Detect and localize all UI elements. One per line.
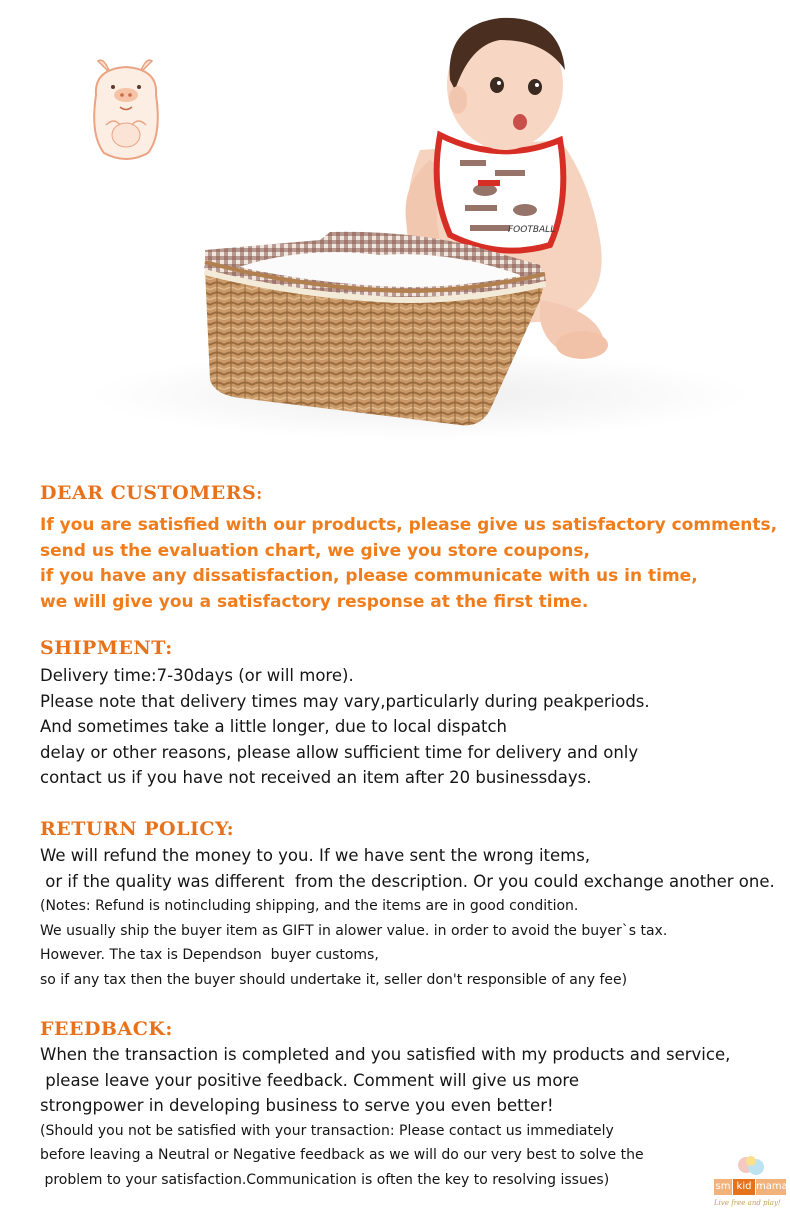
dear-customers-line: If you are satisfied with our products, please give us satisfactory comments,	[40, 515, 778, 535]
shipment-section	[40, 637, 780, 791]
dear-customers-heading-text: DEAR CUSTOMERS	[40, 482, 257, 504]
hero-banner	[0, 0, 790, 450]
feedback-note: before leaving a Neutral or Negative feedback as we will do our very best to solve the	[40, 1147, 644, 1163]
shipment-line: Please note that delivery times may vary,particularly during peakperiods.	[40, 691, 650, 711]
wicker-basket	[205, 232, 545, 426]
feedback-note: (Should you not be satisfied with your transaction: Please contact us immediately	[40, 1122, 614, 1139]
feedback-section	[40, 1018, 780, 1192]
feedback-line: please leave your positive feedback. Comment will give us more	[40, 1070, 579, 1090]
logo-part-mama: mama	[756, 1179, 786, 1195]
feedback-heading: FEEDBACK:	[40, 1018, 173, 1040]
brand-logo	[712, 1155, 788, 1211]
logo-tagline: Live free and play!	[714, 1199, 781, 1207]
shipment-heading: SHIPMENT:	[40, 637, 173, 659]
return-policy-note: We usually ship the buyer item as GIFT in alower value. in order to avoid the buyer`s tax.	[40, 922, 668, 939]
shipment-line: contact us if you have not received an item after 20 businessdays.	[40, 768, 592, 787]
bib-print-text: FOOTBALL	[508, 225, 556, 235]
return-policy-note: so if any tax then the buyer should undertake it, seller don't responsible of any fee)	[40, 971, 628, 988]
logo-mascot-icon	[736, 1155, 766, 1179]
return-policy-note: (Notes: Refund is notincluding shipping, and the items are in good condition.	[40, 898, 579, 914]
return-policy-note: However. The tax is Dependson buyer customs,	[40, 947, 379, 963]
heading-colon: :	[256, 484, 263, 503]
shipment-line: And sometimes take a little longer, due to local dispatch	[40, 717, 507, 736]
feedback-line: strongpower in developing business to serve you even better!	[40, 1096, 554, 1115]
dear-customers-line: send us the evaluation chart, we give you store coupons,	[40, 540, 590, 561]
dear-customers-section	[40, 482, 780, 615]
feedback-note: problem to your satisfaction.Communication is often the key to resolving issues)	[40, 1171, 610, 1188]
dear-customers-heading	[40, 482, 780, 505]
shipment-line: Delivery time:7-30days (or will more).	[40, 666, 354, 685]
feedback-line: When the transaction is completed and you satisfied with my products and service,	[40, 1045, 731, 1064]
logo-part-sm: sm	[714, 1179, 732, 1195]
dear-customers-line: if you have any dissatisfaction, please communicate with us in time,	[40, 566, 698, 586]
return-policy-line: or if the quality was different from the description. Or you could exchange another one.	[40, 871, 775, 891]
shipment-line: delay or other reasons, please allow sufficient time for delivery and only	[40, 742, 639, 762]
return-policy-heading: RETURN POLICY:	[40, 818, 235, 840]
return-policy-line: We will refund the money to you. If we have sent the wrong items,	[40, 846, 591, 865]
pig-mascot-icon	[86, 55, 166, 165]
return-policy-section	[40, 818, 780, 992]
logo-part-kid: kid	[733, 1179, 755, 1195]
dear-customers-line: we will give you a satisfactory response at the first time.	[40, 591, 589, 612]
